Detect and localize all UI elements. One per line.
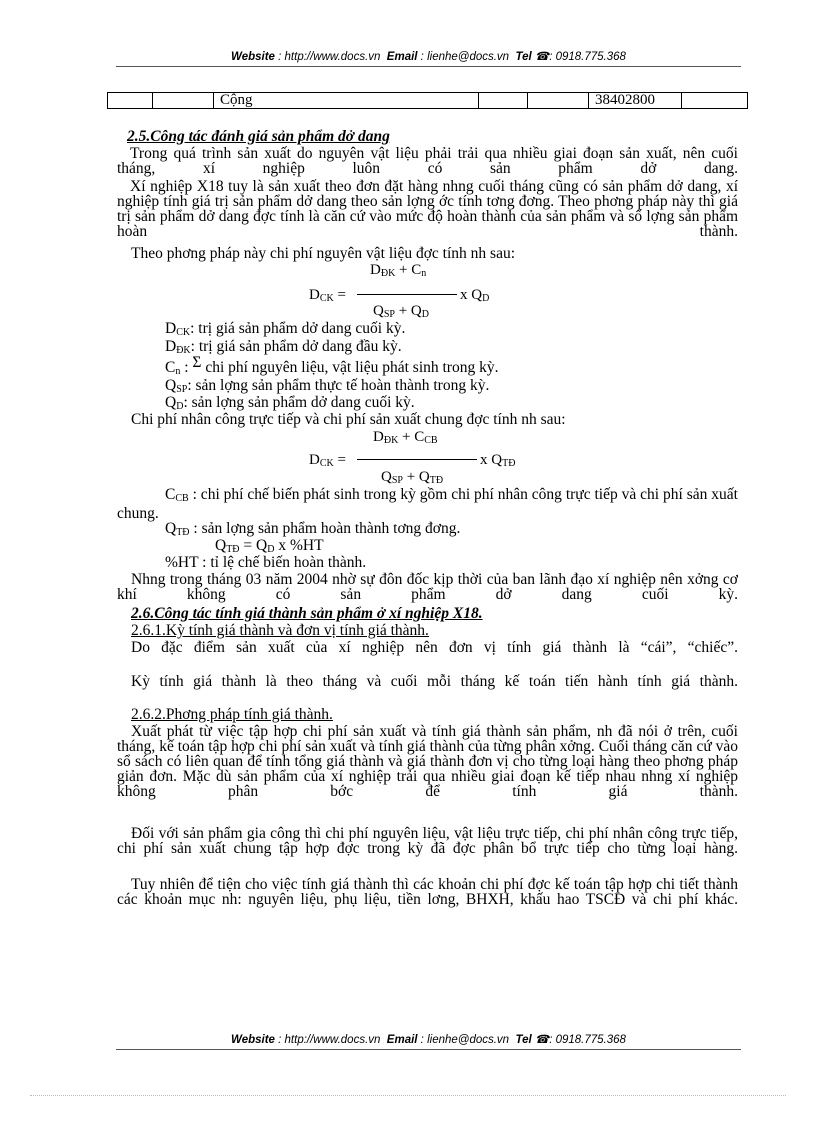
formula-1-lhs: $D_{CK}$ =	[309, 287, 346, 304]
formula-2-numerator: $D_{ĐK} + C_{CB}$	[373, 429, 438, 446]
formula-1-denominator: $Q_{SP} + Q_D$	[373, 303, 429, 320]
fraction-bar	[357, 294, 457, 295]
total-label: Cộng	[214, 93, 479, 109]
definition: $Q_{TĐ}$ : sản lợng sản phẩm hoàn thành tơng đơng.	[165, 520, 461, 538]
formula-1-times: x $Q_D$	[460, 287, 490, 304]
formula-2-denominator: $Q_{SP} + Q_{TĐ}$	[381, 469, 444, 486]
page-edge	[30, 1095, 786, 1096]
website-label: Website	[231, 51, 275, 63]
definition: $C_n$ : Σ chi phí nguyên liệu, vật liệu phát sinh trong kỳ.	[165, 354, 499, 377]
paragraph: Kỳ tính giá thành là theo tháng và cuối mỗi tháng kế toán tiến hành tính giá thành.	[131, 673, 738, 690]
total-value: 38402800	[589, 93, 682, 109]
footer-rule	[116, 1049, 741, 1050]
section-2-5-title: 2.5.Công tác đánh giá sản phẩm dở dang	[127, 128, 390, 145]
paragraph: Đối với sản phẩm gia công thì chi phí nguyên liệu, vật liệu trực tiếp, chi phí nhân công trực tiếp, chi phí sản xuất chung tập hợp đợc trong kỳ đã đợc phân bổ trực tiếp cho từng loại hàng.	[117, 825, 738, 857]
website-link[interactable]: http://www.docs.vn	[284, 1034, 381, 1046]
phone-number: 0918.775.368	[555, 1034, 626, 1046]
table-row	[108, 93, 748, 109]
formula-1-numerator: $D_{ĐK} + C_n$	[370, 262, 427, 279]
formula-2-lhs: $D_{CK}$ =	[309, 452, 346, 469]
page-header: Website : http://www.docs.vn Email : lienhe@docs.vn Tel ☎: 0918.775.368	[116, 49, 741, 63]
paragraph: Tuy nhiên để tiện cho việc tính giá thành thì các khoản chi phí đợc kế toán tập hợp chi tiết thành các khoản mục nh: nguyên liệu, phụ liệu, tiền lơng, BHXH, khấu hao TSCĐ và chi phí khác.	[117, 876, 738, 908]
definition: %HT : tỉ lệ chế biến hoàn thành.	[165, 554, 367, 571]
website-link[interactable]: http://www.docs.vn	[284, 51, 381, 63]
fraction-bar	[357, 459, 477, 460]
paragraph: Do đặc điểm sản xuất của xí nghiệp nên đơn vị tính giá thành là “cái”, “chiếc”.	[131, 639, 738, 656]
phone-icon: ☎	[534, 51, 550, 63]
cost-table	[107, 92, 748, 109]
formula-3: $Q_{TĐ} = Q_D$ x %HT	[215, 537, 324, 555]
phone-icon: ☎	[534, 1034, 550, 1046]
definition: $D_{ĐK}$: trị giá sản phẩm dở dang đầu kỳ.	[165, 338, 402, 356]
paragraph: Xí nghiệp X18 tuy là sản xuất theo đơn đặt hàng nhng cuối tháng cũng có sản phẩm dở dang, xí nghiệp tính giá trị sản phẩm dở dang theo sản lợng ớc tính tơng đơng. Theo phơng pháp này thì giá trị sản phẩm dở dang đợc tính là căn cứ vào mức độ hoàn thành của sản phẩm và số lợng sản phẩm hoàn thành.	[117, 178, 738, 240]
definition: $Q_{SP}$: sản lợng sản phẩm thực tế hoàn thành trong kỳ.	[165, 377, 490, 395]
paragraph: Trong quá trình sản xuất do nguyên vật liệu phải trải qua nhiều giai đoạn sản xuất, nên cuối tháng, xí nghiệp luôn có sản phẩm dở dang.	[117, 145, 738, 177]
definition: $D_{CK}$: trị giá sản phẩm dở dang cuối kỳ.	[165, 320, 406, 338]
subsection-title: 2.6.1.Kỳ tính giá thành và đơn vị tính giá thành.	[131, 622, 429, 639]
paragraph: Chi phí nhân công trực tiếp và chi phí sản xuất chung đợc tính nh sau:	[131, 411, 566, 428]
paragraph: Nhng trong tháng 03 năm 2004 nhờ sự đôn đốc kịp thời của ban lãnh đạo xí nghiệp nên xởng cơ khí không có sản phẩm dở dang cuối kỳ.	[117, 571, 738, 603]
email-label: Email	[386, 51, 418, 63]
definition: $Q_D$: sản lợng sản phẩm dở dang cuối kỳ.	[165, 394, 415, 412]
email-link[interactable]: lienhe@docs.vn	[427, 1034, 510, 1046]
paragraph: Theo phơng pháp này chi phí nguyên vật liệu đợc tính nh sau:	[131, 245, 516, 262]
header-rule	[116, 66, 741, 67]
subsection-title: 2.6.2.Phơng pháp tính giá thành.	[131, 706, 333, 723]
definition: $C_{CB}$ : chi phí chế biến phát sinh trong kỳ gồm chi phí nhân công trực tiếp và chi phí sản xuất chung.	[117, 486, 738, 522]
paragraph: Xuất phát từ việc tập hợp chi phí sản xuất và tính giá thành sản phẩm, nh đã nói ở trên, cuối tháng, kế toán tập hợp chi phí sản xuất và tính giá thành của từng phân xởng. Cuối tháng căn cứ vào sổ sách có liên quan để tính tổng giá thành và giá thành đơn vị cho từng loại hàng theo phơng pháp giản đơn. Mặc dù sản phẩm của xí nghiệp trải qua nhiều giai đoạn kế tiếp nhau nhng xí nghiệp không phân bớc để tính giá thành.	[117, 723, 738, 800]
section-2-6-title: 2.6.Công tác tính giá thành sản phẩm ở xí nghiệp X18.	[131, 605, 483, 622]
email-link[interactable]: lienhe@docs.vn	[427, 51, 510, 63]
phone-number: 0918.775.368	[555, 51, 626, 63]
page-footer: Website : http://www.docs.vn Email : lienhe@docs.vn Tel ☎: 0918.775.368	[116, 1032, 741, 1046]
tel-label: Tel	[515, 51, 532, 63]
formula-2-times: x $Q_{TĐ}$	[480, 452, 516, 469]
